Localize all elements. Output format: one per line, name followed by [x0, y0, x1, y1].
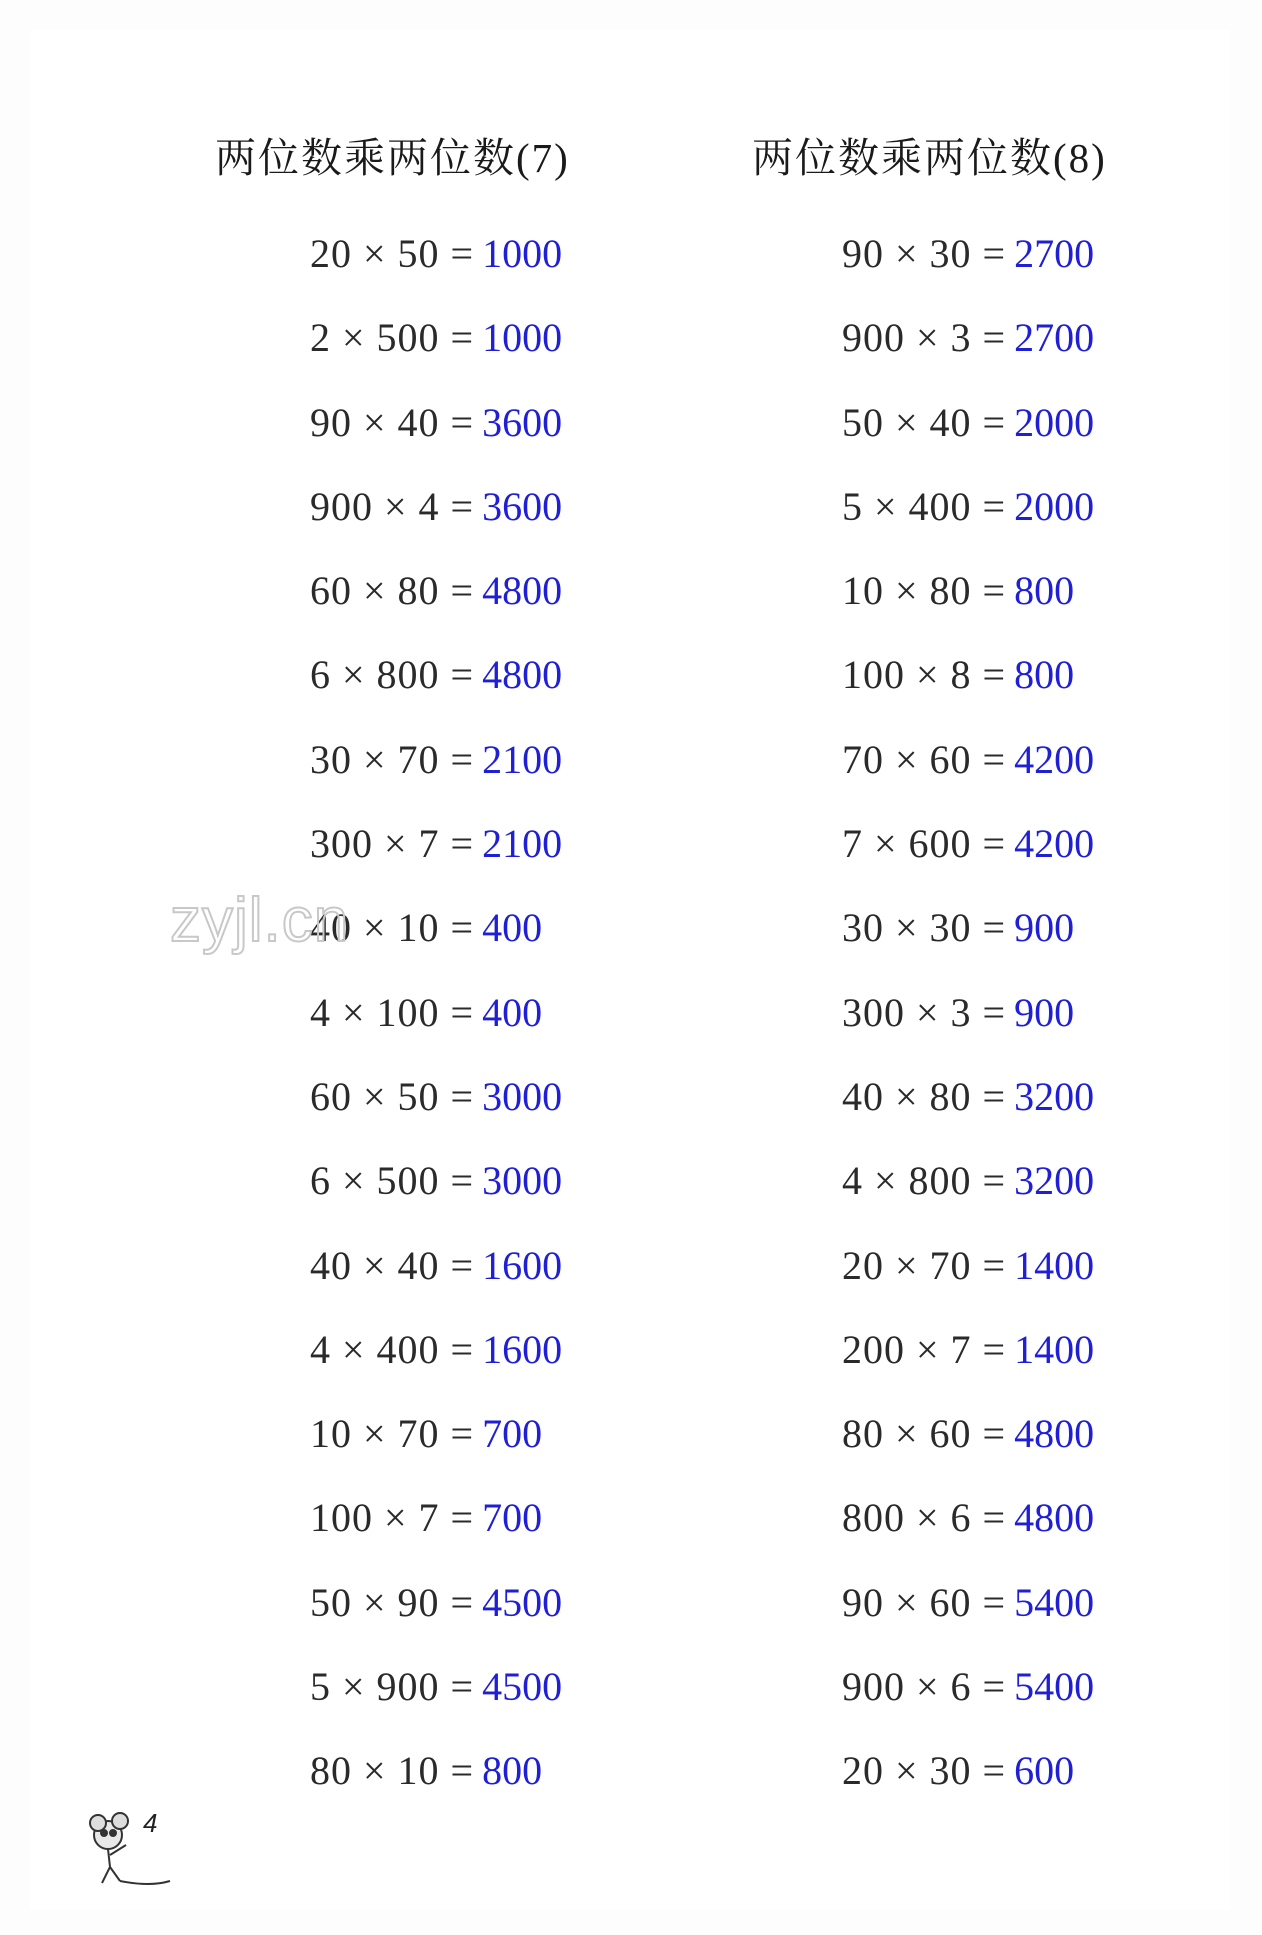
problem-row	[310, 1579, 562, 1663]
problem-answer: 900	[1014, 989, 1075, 1035]
problem-row	[310, 1747, 562, 1831]
problem-expression: 70 × 60 =	[842, 736, 1007, 782]
problem-expression: 800 × 6 =	[842, 1495, 1007, 1541]
problem-row	[842, 230, 1094, 314]
problem-expression: 900 × 3 =	[842, 315, 1007, 361]
problem-expression: 900 × 6 =	[842, 1664, 1007, 1710]
problem-row	[310, 399, 562, 483]
problem-answer: 4800	[482, 568, 563, 614]
problem-expression: 20 × 70 =	[842, 1242, 1007, 1288]
problem-row	[842, 989, 1094, 1073]
problem-expression: 4 × 100 =	[310, 989, 475, 1035]
problem-answer: 5400	[1014, 1579, 1095, 1625]
problem-expression: 40 × 80 =	[842, 1073, 1007, 1119]
page-number: 4	[143, 1808, 158, 1838]
problem-answer: 3200	[1014, 1073, 1095, 1119]
problem-row	[842, 651, 1094, 735]
problem-expression: 10 × 80 =	[842, 568, 1007, 614]
problem-row	[310, 314, 562, 398]
problem-expression: 900 × 4 =	[310, 483, 475, 529]
problem-row	[310, 230, 562, 314]
problem-row	[310, 567, 562, 651]
problem-row	[310, 1494, 562, 1578]
problem-expression: 90 × 40 =	[310, 399, 475, 445]
left-problem-list	[310, 230, 562, 1832]
problem-answer: 4200	[1014, 736, 1095, 782]
problem-expression: 20 × 50 =	[310, 231, 475, 276]
problem-expression: 10 × 70 =	[310, 1411, 475, 1457]
problem-answer: 2100	[482, 736, 563, 782]
problem-expression: 4 × 800 =	[842, 1158, 1007, 1204]
problem-answer: 2700	[1014, 231, 1095, 276]
problem-row	[842, 1494, 1094, 1578]
problem-expression: 60 × 50 =	[310, 1073, 475, 1119]
problem-row	[310, 1663, 562, 1747]
problem-row	[842, 820, 1094, 904]
problem-expression: 6 × 500 =	[310, 1158, 475, 1204]
problem-row	[842, 1747, 1094, 1831]
problem-answer: 600	[1014, 1748, 1075, 1794]
problem-row	[310, 1410, 562, 1494]
problem-answer: 4800	[1014, 1411, 1095, 1457]
problem-expression: 50 × 40 =	[842, 399, 1007, 445]
problem-answer: 1000	[482, 231, 563, 276]
problem-answer: 1400	[1014, 1242, 1095, 1288]
problem-expression: 300 × 7 =	[310, 821, 475, 867]
problem-expression: 50 × 90 =	[310, 1579, 475, 1625]
problem-row	[310, 483, 562, 567]
problem-expression: 5 × 400 =	[842, 483, 1007, 529]
problem-answer: 700	[482, 1411, 543, 1457]
problem-row	[842, 1326, 1094, 1410]
problem-expression: 300 × 3 =	[842, 989, 1007, 1035]
problem-row	[310, 1242, 562, 1326]
problem-answer: 400	[482, 905, 543, 951]
problem-row	[842, 567, 1094, 651]
problem-expression: 40 × 10 =	[310, 905, 475, 951]
problem-row	[842, 1242, 1094, 1326]
problem-expression: 90 × 30 =	[842, 231, 1007, 276]
problem-row	[842, 314, 1094, 398]
problem-answer: 2000	[1014, 483, 1095, 529]
mouse-mascot-icon	[80, 1805, 190, 1890]
problem-answer: 400	[482, 989, 543, 1035]
problem-expression: 90 × 60 =	[842, 1579, 1007, 1625]
problem-row	[310, 989, 562, 1073]
problem-answer: 4500	[482, 1664, 563, 1710]
problem-row	[842, 1157, 1094, 1241]
problem-answer: 3200	[1014, 1158, 1095, 1204]
problem-answer: 2100	[482, 821, 563, 867]
problem-answer: 4800	[482, 652, 563, 698]
problem-row	[310, 736, 562, 820]
problem-answer: 3000	[482, 1073, 563, 1119]
problem-row	[842, 399, 1094, 483]
problem-answer: 2000	[1014, 399, 1095, 445]
right-problem-list	[842, 230, 1094, 1832]
problem-expression: 100 × 7 =	[310, 1495, 475, 1541]
problem-answer: 800	[1014, 652, 1075, 698]
problem-answer: 4200	[1014, 821, 1095, 867]
problem-expression: 7 × 600 =	[842, 821, 1007, 867]
problem-row	[310, 1073, 562, 1157]
problem-expression: 5 × 900 =	[310, 1664, 475, 1710]
left-section-title: 两位数乘两位数(7)	[215, 135, 570, 181]
problem-answer: 4800	[1014, 1495, 1095, 1541]
watermark: zyjl.cn	[170, 886, 350, 955]
problem-answer: 5400	[1014, 1664, 1095, 1710]
problem-row	[842, 483, 1094, 567]
problem-answer: 1600	[482, 1326, 563, 1372]
problem-expression: 200 × 7 =	[842, 1326, 1007, 1372]
problem-answer: 2700	[1014, 315, 1095, 361]
problem-row	[310, 651, 562, 735]
problem-expression: 6 × 800 =	[310, 652, 475, 698]
problem-row	[842, 1579, 1094, 1663]
problem-expression: 60 × 80 =	[310, 568, 475, 614]
problem-row	[310, 1157, 562, 1241]
problem-answer: 900	[1014, 905, 1075, 951]
problem-expression: 80 × 10 =	[310, 1748, 475, 1794]
problem-expression: 30 × 70 =	[310, 736, 475, 782]
problem-answer: 800	[1014, 568, 1075, 614]
problem-expression: 100 × 8 =	[842, 652, 1007, 698]
problem-answer: 3600	[482, 483, 563, 529]
problem-answer: 4500	[482, 1579, 563, 1625]
problem-answer: 700	[482, 1495, 543, 1541]
problem-answer: 3600	[482, 399, 563, 445]
right-section-title: 两位数乘两位数(8)	[752, 135, 1107, 181]
worksheet-page	[30, 30, 1230, 1910]
problem-row	[842, 1663, 1094, 1747]
problem-row	[310, 1326, 562, 1410]
problem-answer: 3000	[482, 1158, 563, 1204]
problem-row	[842, 904, 1094, 988]
problem-row	[842, 736, 1094, 820]
problem-expression: 4 × 400 =	[310, 1326, 475, 1372]
problem-answer: 800	[482, 1748, 543, 1794]
problem-answer: 1400	[1014, 1326, 1095, 1372]
problem-expression: 2 × 500 =	[310, 315, 475, 361]
problem-answer: 1600	[482, 1242, 563, 1288]
problem-expression: 40 × 40 =	[310, 1242, 475, 1288]
problem-answer: 1000	[482, 315, 563, 361]
problem-expression: 30 × 30 =	[842, 905, 1007, 951]
problem-expression: 80 × 60 =	[842, 1411, 1007, 1457]
problem-row	[842, 1073, 1094, 1157]
problem-expression: 20 × 30 =	[842, 1748, 1007, 1794]
problem-row	[842, 1410, 1094, 1494]
